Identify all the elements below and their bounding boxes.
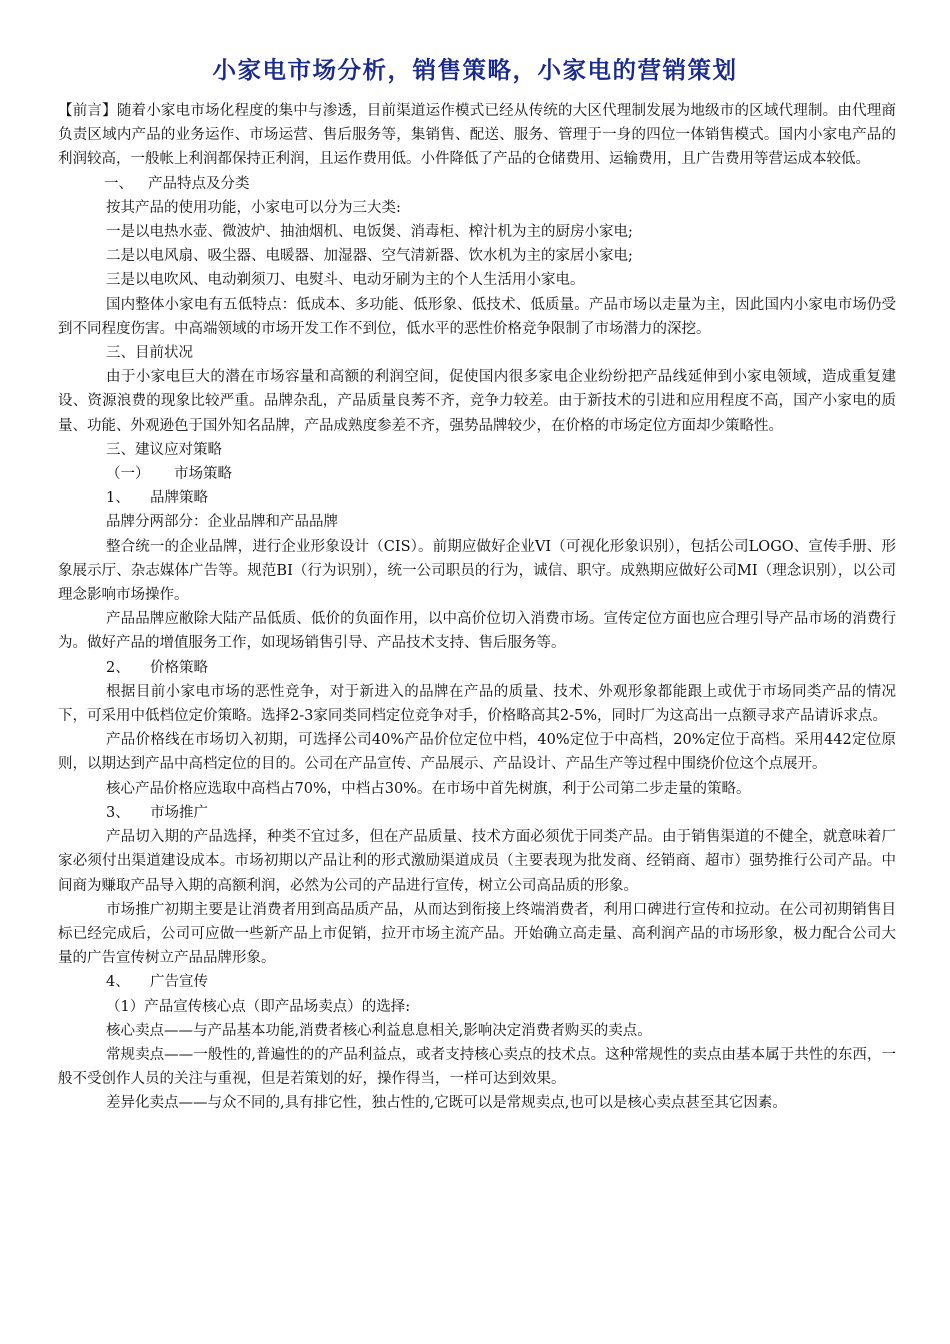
brand-paragraph: 整合统一的企业品牌，进行企业形象设计（CIS）。前期应做好企业VI（可视化形象识别），包括公司LOGO、宣传手册、形象展示厅、杂志媒体广告等。规范BI（行为识别），统一公司职员的行为，诚信、职守。成熟期应做好公司MI（理念识别），以公司理念影响市场操作。 xyxy=(58,538,896,604)
section-title: 产品特点及分类 xyxy=(148,175,250,192)
document-body xyxy=(58,99,896,1116)
item-title: 市场推广 xyxy=(150,804,208,821)
brand-paragraph: 品牌分两部分：企业品牌和产品品牌 xyxy=(106,514,338,531)
item-number: 1、 xyxy=(106,490,130,507)
advertising-paragraph: 核心卖点——与产品基本功能,消费者核心利益息息相关,影响决定消费者购买的卖点。 xyxy=(106,1022,652,1039)
classification-intro: 按其产品的使用功能，小家电可以分为三大类: xyxy=(106,199,401,216)
section-heading-current-status: 三、目前状况 xyxy=(106,345,193,362)
heading-market-promotion xyxy=(58,801,896,825)
category-item: 一是以电热水壶、微波炉、抽油烟机、电饭煲、消毒柜、榨汁机为主的厨房小家电; xyxy=(106,224,633,241)
price-paragraph: 产品价格线在市场切入初期，可选择公司40%产品价位定位中档，40%定位于中高档，20%定位于高档。采用442定位原则，以期达到产品中高档定位的目的。公司在产品宣传、产品展示、产品设计、产品生产等过程中围绕价位这个点展开。 xyxy=(58,732,896,773)
item-number: 2、 xyxy=(106,659,130,676)
promotion-paragraph: 市场推广初期主要是让消费者用到高品质产品，从而达到衔接上终端消费者，利用口碑进行宣传和拉动。在公司初期销售目标已经完成后，公司可应做一些新产品上市促销，拉开市场主流产品。开始确立高走量、高利润产品的市场形象，极力配合公司大量的广告宣传树立产品品牌形象。 xyxy=(58,901,896,967)
item-title: 广告宣传 xyxy=(150,974,208,991)
heading-advertising xyxy=(58,970,896,994)
promotion-paragraph: 产品切入期的产品选择，种类不宜过多，但在产品质量、技术方面必须优于同类产品。由于销售渠道的不健全，就意味着厂家必须付出渠道建设成本。市场初期以产品让利的形式激励渠道成员（主要表现为批发商、经销商、超市）强势推行公司产品。中间商为赚取产品导入期的高额利润，必然为公司的产品进行宣传，树立公司高品质的形象。 xyxy=(58,829,896,894)
item-number: 4、 xyxy=(106,974,130,991)
subsection-title: 市场策略 xyxy=(174,466,232,483)
price-paragraph: 核心产品价格应选取中高档占70%，中档占30%。在市场中首先树旗，利于公司第二步走量的策略。 xyxy=(106,780,751,797)
heading-brand-strategy xyxy=(58,486,896,510)
features-paragraph: 国内整体小家电有五低特点：低成本、多功能、低形象、低技术、低质量。产品市场以走量为主，因此国内小家电市场仍受到不同程度伤害。中高端领域的市场开发工作不到位，低水平的恶性价格竞争限制了市场潜力的深挖。 xyxy=(58,296,896,337)
advertising-paragraph: （1）产品宣传核心点（即产品场卖点）的选择: xyxy=(106,998,411,1015)
advertising-paragraph: 差异化卖点——与众不同的,具有排它性，独占性的,它既可以是常规卖点,也可以是核心卖点甚至其它因素。 xyxy=(106,1095,787,1112)
preface-paragraph: 【前言】随着小家电市场化程度的集中与渗透，目前渠道运作模式已经从传统的大区代理制发展为地级市的区域代理制。由代理商负责区域内产品的业务运作、市场运营、售后服务等，集销售、配送、服务、管理于一身的四位一体销售模式。国内小家电产品的利润较高，一般帐上利润都保持正利润，且运作费用低。小件降低了产品的仓储费用、运输费用，且广告费用等营运成本较低。 xyxy=(58,103,896,168)
document-title: 小家电市场分析，销售策略，小家电的营销策划 xyxy=(212,56,738,84)
current-status-paragraph: 由于小家电巨大的潜在市场容量和高额的利润空间，促使国内很多家电企业纷纷把产品线延伸到小家电领域，造成重复建设、资源浪费的现象比较严重。品牌杂乱，产品质量良莠不齐，竞争力较差。由于新技术的引进和应用程度不高，国产小家电的质量、功能、外观逊色于国外知名品牌，产品成熟度参差不齐，强势品牌较少，在价格的市场定位方面却少策略性。 xyxy=(58,369,896,434)
category-item: 三是以电吹风、电动剃须刀、电熨斗、电动牙刷为主的个人生活用小家电。 xyxy=(106,272,585,289)
heading-price-strategy xyxy=(58,656,896,680)
item-number: 3、 xyxy=(106,804,130,821)
brand-paragraph: 产品品牌应敝除大陆产品低质、低价的负面作用，以中高价位切入消费市场。宣传定位方面也应合理引导产品市场的消费行为。做好产品的增值服务工作，如现场销售引导、产品技术支持、售后服务等。 xyxy=(58,611,896,652)
section-heading-strategies: 三、建议应对策略 xyxy=(106,441,222,458)
section-heading-product-features xyxy=(58,172,896,196)
category-item: 二是以电风扇、吸尘器、电暖器、加湿器、空气清新器、饮水机为主的家居小家电; xyxy=(106,248,633,265)
advertising-paragraph: 常规卖点——一般性的,普遍性的的产品利益点，或者支持核心卖点的技术点。这种常规性的卖点由基本属于共性的东西，一般不受创作人员的关注与重视，但是若策划的好，操作得当，一样可达到效果。 xyxy=(58,1046,896,1088)
price-paragraph: 根据目前小家电市场的恶性竞争，对于新进入的品牌在产品的质量、技术、外观形象都能跟上或优于市场同类产品的情况下，可采用中低档位定价策略。选择2-3家同类同档定位竞争对手，价格略高其2-5%，同时厂为这高出一点额寻求产品请诉求点。 xyxy=(58,683,896,725)
item-title: 品牌策略 xyxy=(150,490,208,507)
item-title: 价格策略 xyxy=(150,659,208,676)
section-number: 一、 xyxy=(104,175,133,192)
subsection-heading-market-strategy xyxy=(58,462,896,486)
subsection-number: （一） xyxy=(106,466,150,483)
